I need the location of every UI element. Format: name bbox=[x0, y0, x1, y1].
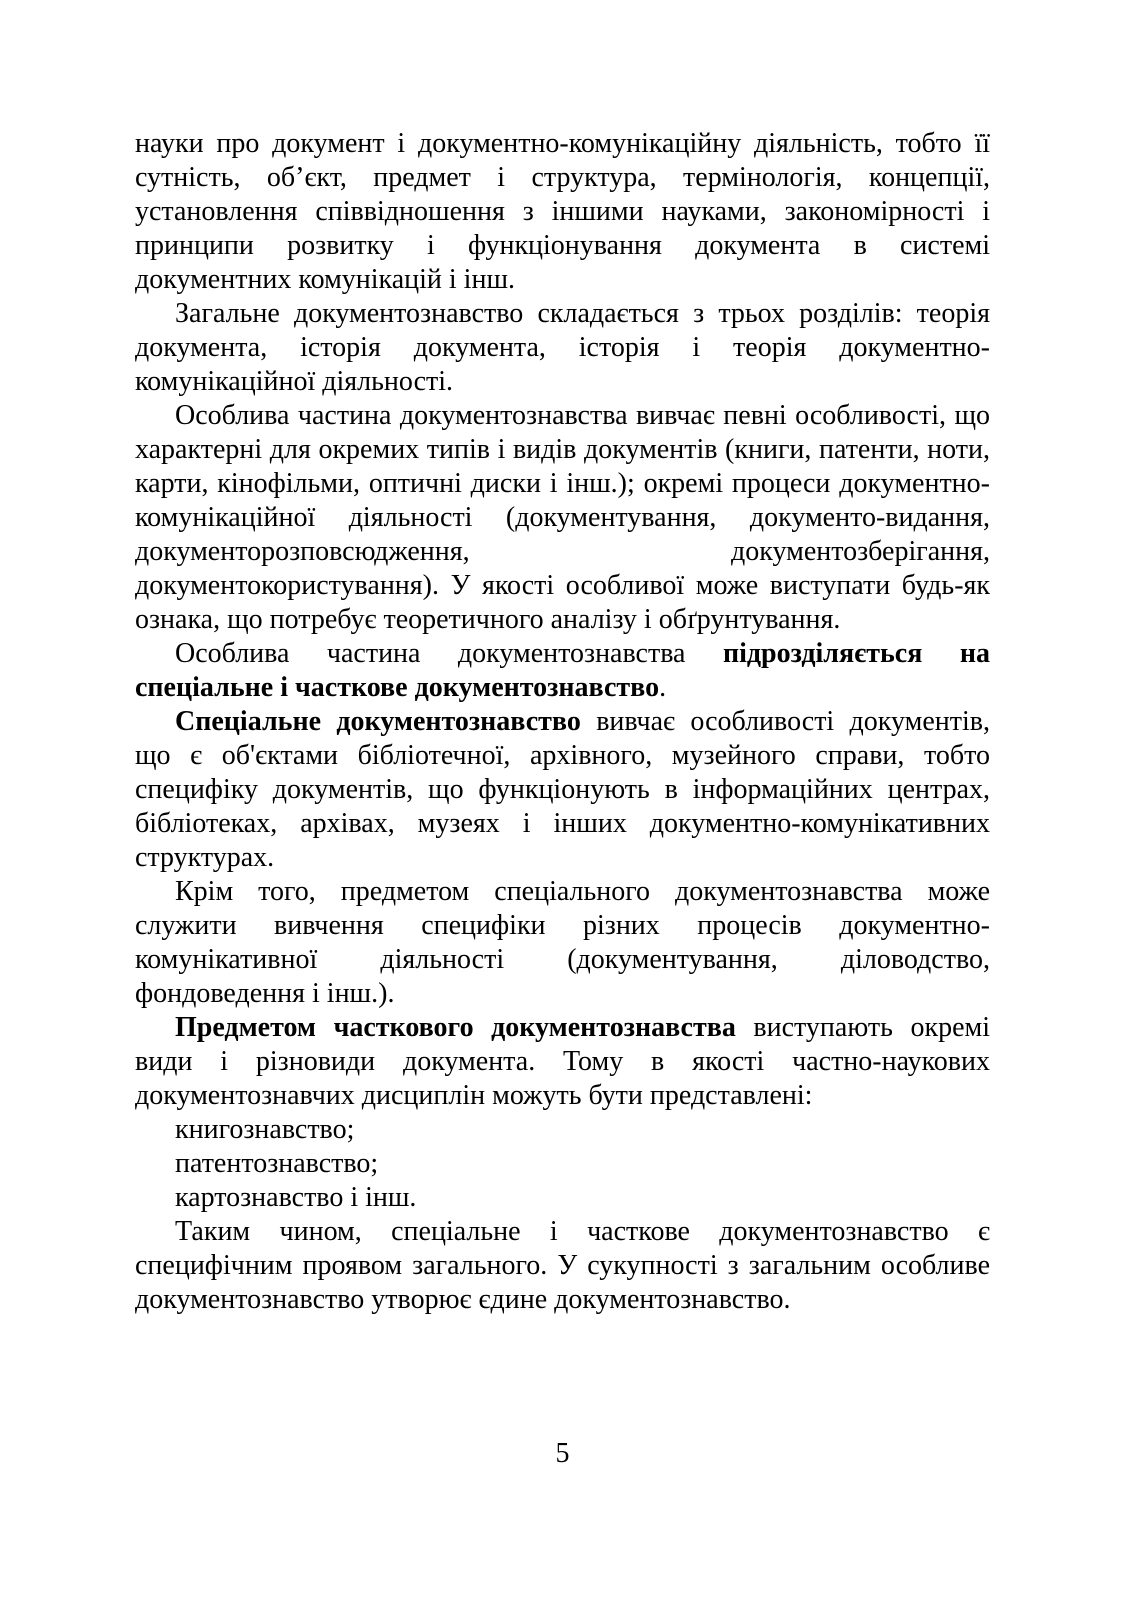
paragraph-takym-chynom bbox=[135, 1215, 990, 1317]
page-number: 5 bbox=[555, 1438, 570, 1469]
list-item-patentoznavstvo bbox=[135, 1147, 990, 1181]
text-run: вивчає особливості документів, що є об'єктами бібліотечної, архівного, музейного справи, тобто специфіку документів, що функціонують в інформаційних центрах, бібліотеках, архівах, музеях і інших документно-комунікативних структурах. bbox=[135, 706, 990, 873]
text-run: Загальне документознавство складається з трьох розділів: теорія документа, історія документа, історія і теорія документно-комунікаційної діяльності. bbox=[135, 298, 990, 397]
text-run: виступають окремі види і різновиди документа. Тому в якості частно-наукових документознавчих дисциплін можуть бути представлені: bbox=[135, 1012, 990, 1111]
paragraph-predmetom bbox=[135, 1011, 990, 1113]
paragraph-krim-togo bbox=[135, 875, 990, 1011]
text-run: патентознавство; bbox=[175, 1148, 379, 1179]
text-run-bold: Спеціальне документознавство bbox=[175, 706, 581, 737]
paragraph-osoblyva-chastyna bbox=[135, 399, 990, 637]
text-run: . bbox=[659, 672, 667, 703]
text-run: книгознавство; bbox=[175, 1114, 355, 1145]
paragraph-pidrozdil bbox=[135, 637, 990, 705]
text-run-bold: підрозділяється на спеціальне і часткове документознавство bbox=[135, 638, 990, 703]
text-run: Особлива частина документознавства bbox=[175, 638, 723, 669]
text-run: Таким чином, спеціальне і часткове документознавство є специфічним проявом загального. У сукупності з загальним особливе документознавство утворює єдине документознавство. bbox=[135, 1216, 990, 1315]
text-run: науки про документ і документно-комунікаційну діяльність, тобто її сутність, об’єкт, предмет і структура, термінологія, концепції, установлення співвідношення з іншими науками, закономірності і принципи розвитку і функціонування документа в системі документних комунікацій і інш. bbox=[135, 128, 990, 295]
list-item-knygoznavstvo bbox=[135, 1113, 990, 1147]
text-run: Особлива частина документознавства вивчає певні особливості, що характерні для окремих типів і видів документів (книги, патенти, ноти, карти, кінофільми, оптичні диски і інш.); окремі процеси документно-комунікаційної діяльності (документування, документо-видання, документорозповсюдження, документозберігання, документокористування). У якості особливої може виступати будь-як ознака, що потребує теоретичного аналізу і обґрунтування. bbox=[135, 400, 990, 635]
paragraph-spetsialne bbox=[135, 705, 990, 875]
list-item-kartoznavstvo bbox=[135, 1181, 990, 1215]
paragraph-zagalne bbox=[135, 297, 990, 399]
paragraph-continuation bbox=[135, 127, 990, 297]
text-run: картознавство і інш. bbox=[175, 1182, 417, 1213]
text-run: Крім того, предметом спеціального документознавства може служити вивчення специфіки різних процесів документно-комунікативної діяльності (документування, діловодство, фондоведення і інш.). bbox=[135, 876, 990, 1009]
text-run-bold: Предметом часткового документознавства bbox=[175, 1012, 736, 1043]
